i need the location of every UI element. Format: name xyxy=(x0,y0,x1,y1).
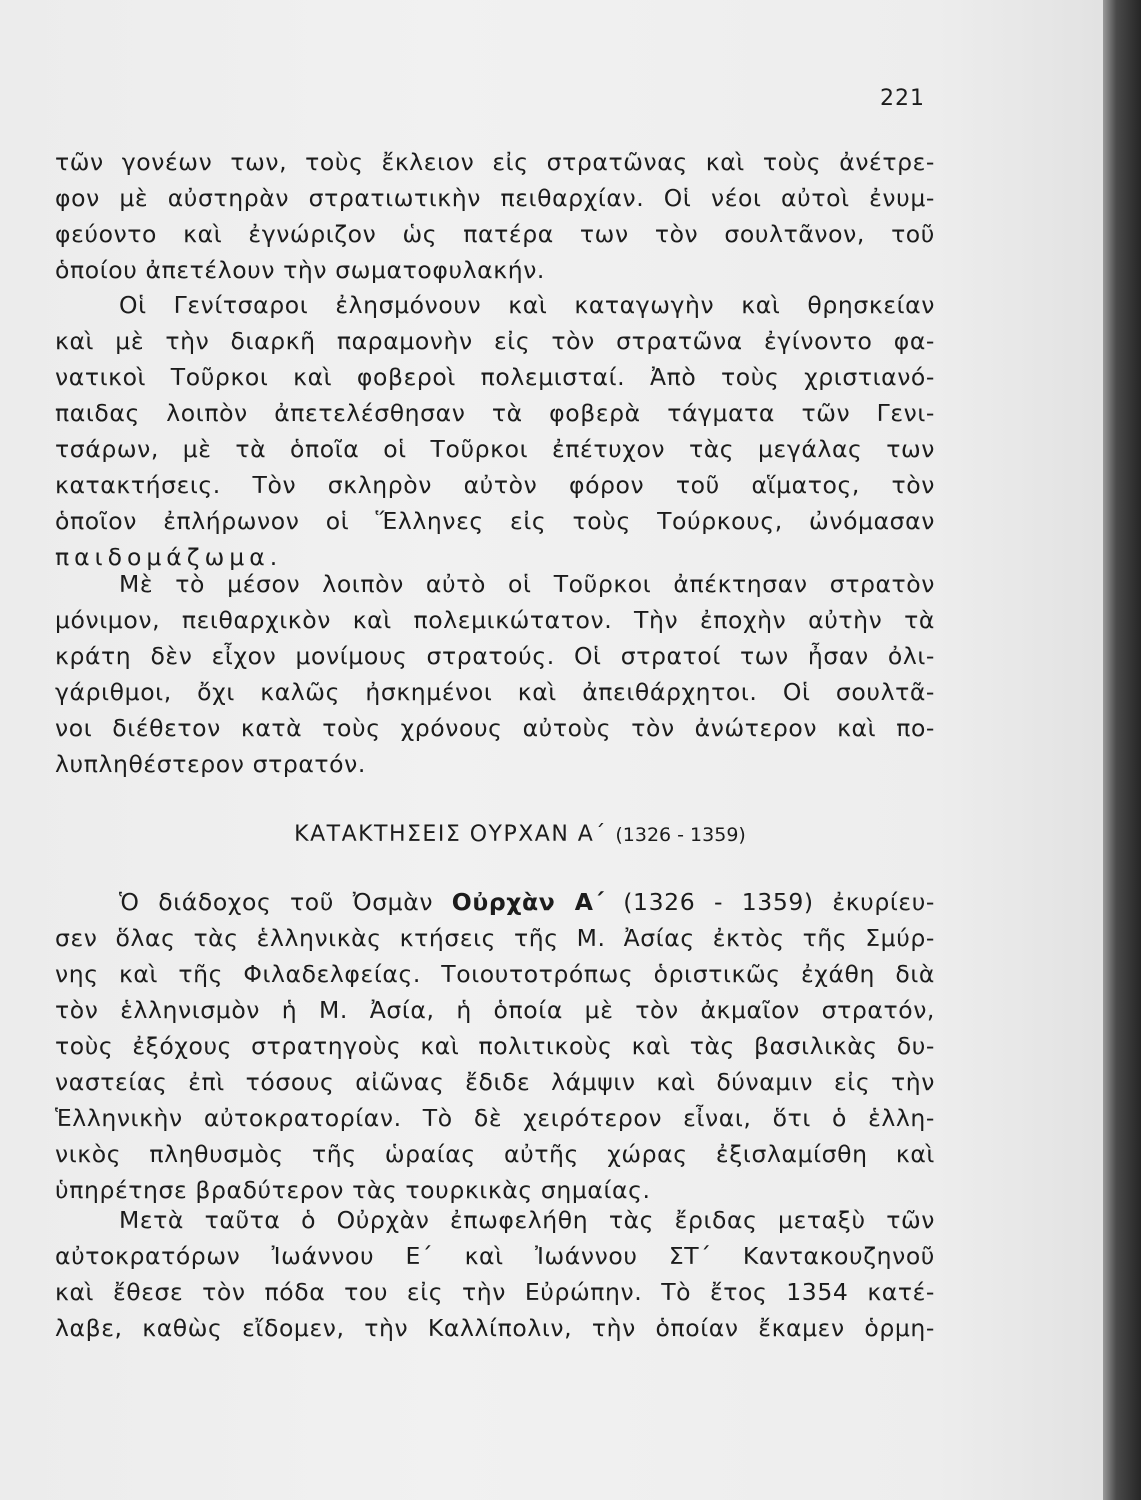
text-line: νικὸς πληθυσμὸς τῆς ὡραίας αὐτῆς χώρας ἐξισλαμίσθη καὶ xyxy=(55,1140,935,1168)
text-line: τῶν γονέων των, τοὺς ἔκλειον εἰς στρατῶνας καὶ τοὺς ἀνέτρε- xyxy=(55,148,935,176)
text-line: ὑπηρέτησε βραδύτερον τὰς τουρκικὰς σημαίας. xyxy=(55,1176,651,1204)
paragraph-europe xyxy=(55,1202,935,1346)
text-line: κατακτήσεις. Τὸν σκληρὸν αὐτὸν φόρον τοῦ αἵματος, τὸν xyxy=(55,471,935,499)
text-line: Μετὰ ταῦτα ὁ Οὐρχὰν ἐπωφελήθη τὰς ἔριδας μεταξὺ τῶν xyxy=(119,1206,935,1234)
paragraph-army xyxy=(55,566,935,782)
paragraph-janissaries xyxy=(55,287,935,575)
text-line: καὶ μὲ τὴν διαρκῆ παραμονὴν εἰς τὸν στρατῶνα ἐγίνοντο φα- xyxy=(55,327,935,355)
text-line: καὶ ἔθεσε τὸν πόδα του εἰς τὴν Εὐρώπην. Τὸ ἔτος 1354 κατέ- xyxy=(55,1278,935,1306)
text-line: τσάρων, μὲ τὰ ὁποῖα οἱ Τοῦρκοι ἐπέτυχον τὰς μεγάλας των xyxy=(55,435,935,463)
text-line: νης καὶ τῆς Φιλαδελφείας. Τοιουτοτρόπως ὁριστικῶς ἐχάθη διὰ xyxy=(55,960,935,988)
text-line: κράτη δὲν εἶχον μονίμους στρατούς. Οἱ στρατοί των ἦσαν ὀλι- xyxy=(55,642,935,670)
text-run: Ὁ διάδοχος τοῦ Ὀσμὰν xyxy=(119,888,434,916)
spaced-term: παιδομάζωμα. xyxy=(55,543,283,571)
text-run: (1326 - 1359) ἐκυρίευ- xyxy=(623,888,936,916)
section-heading xyxy=(0,822,1040,847)
text-line: γάριθμοι, ὄχι καλῶς ἠσκημένοι καὶ ἀπειθάρχητοι. Οἱ σουλτᾶ- xyxy=(55,678,935,706)
text-line: ὁποίου ἀπετέλουν τὴν σωματοφυλακήν. xyxy=(55,256,545,284)
text-line: σεν ὅλας τὰς ἑλληνικὰς κτήσεις τῆς Μ. Ἀσίας ἐκτὸς τῆς Σμύρ- xyxy=(55,924,935,952)
text-line: ναστείας ἐπὶ τόσους αἰῶνας ἔδιδε λάμψιν καὶ δύναμιν εἰς τὴν xyxy=(55,1068,935,1096)
text-line: παιδας λοιπὸν ἀπετελέσθησαν τὰ φοβερὰ τάγματα τῶν Γενι- xyxy=(55,399,935,427)
text-line: λυπληθέστερον στρατόν. xyxy=(55,750,366,778)
text-line: νατικοὶ Τοῦρκοι καὶ φοβεροὶ πολεμισταί. Ἀπὸ τοὺς χριστιανό- xyxy=(55,363,935,391)
text-line: Ἑλληνικὴν αὐτοκρατορίαν. Τὸ δὲ χειρότερον εἶναι, ὅτι ὁ ἑλλη- xyxy=(55,1104,935,1132)
text-line: λαβε, καθὼς εἴδομεν, τὴν Καλλίπολιν, τὴν ὁποίαν ἔκαμεν ὁρμη- xyxy=(55,1314,935,1342)
page-number: 221 xyxy=(880,86,925,111)
heading-dates: (1326 - 1359) xyxy=(615,824,746,846)
text-line: μόνιμον, πειθαρχικὸν καὶ πολεμικώτατον. Τὴν ἐποχὴν αὐτὴν τὰ xyxy=(55,606,935,634)
text-line: ὁποῖον ἐπλήρωνον οἱ Ἕλληνες εἰς τοὺς Τούρκους, ὠνόμασαν xyxy=(55,507,935,535)
book-spine-shadow xyxy=(1103,0,1141,1500)
text-line: Μὲ τὸ μέσον λοιπὸν αὐτὸ οἱ Τοῦρκοι ἀπέκτησαν στρατὸν xyxy=(119,570,935,598)
paragraph-continuation xyxy=(55,144,935,288)
text-line: αὐτοκρατόρων Ἰωάννου Ε΄ καὶ Ἰωάννου ΣΤ΄ Καντακουζηνοῦ xyxy=(55,1242,935,1270)
sultan-name: Οὐρχὰν Α΄ xyxy=(451,888,605,916)
text-line: τὸν ἑλληνισμὸν ἡ Μ. Ἀσία, ἡ ὁποία μὲ τὸν ἀκμαῖον στρατόν, xyxy=(55,996,935,1024)
text-line: Οἱ Γενίτσαροι ἐλησμόνουν καὶ καταγωγὴν καὶ θρησκείαν xyxy=(119,291,935,319)
heading-title: ΚΑΤΑΚΤΗΣΕΙΣ ΟΥΡΧΑΝ Α΄ xyxy=(294,822,607,847)
text-line xyxy=(55,884,935,920)
text-line: φον μὲ αὐστηρὰν στρατιωτικὴν πειθαρχίαν. Οἱ νέοι αὐτοὶ ἐνυμ- xyxy=(55,184,935,212)
text-line: τοὺς ἐξόχους στρατηγοὺς καὶ πολιτικοὺς καὶ τὰς βασιλικὰς δυ- xyxy=(55,1032,935,1060)
text-line: νοι διέθετον κατὰ τοὺς χρόνους αὐτοὺς τὸν ἀνώτερον καὶ πο- xyxy=(55,714,935,742)
paragraph-orhan xyxy=(55,884,935,1208)
text-line: φεύοντο καὶ ἐγνώριζον ὡς πατέρα των τὸν σουλτᾶνον, τοῦ xyxy=(55,220,935,248)
